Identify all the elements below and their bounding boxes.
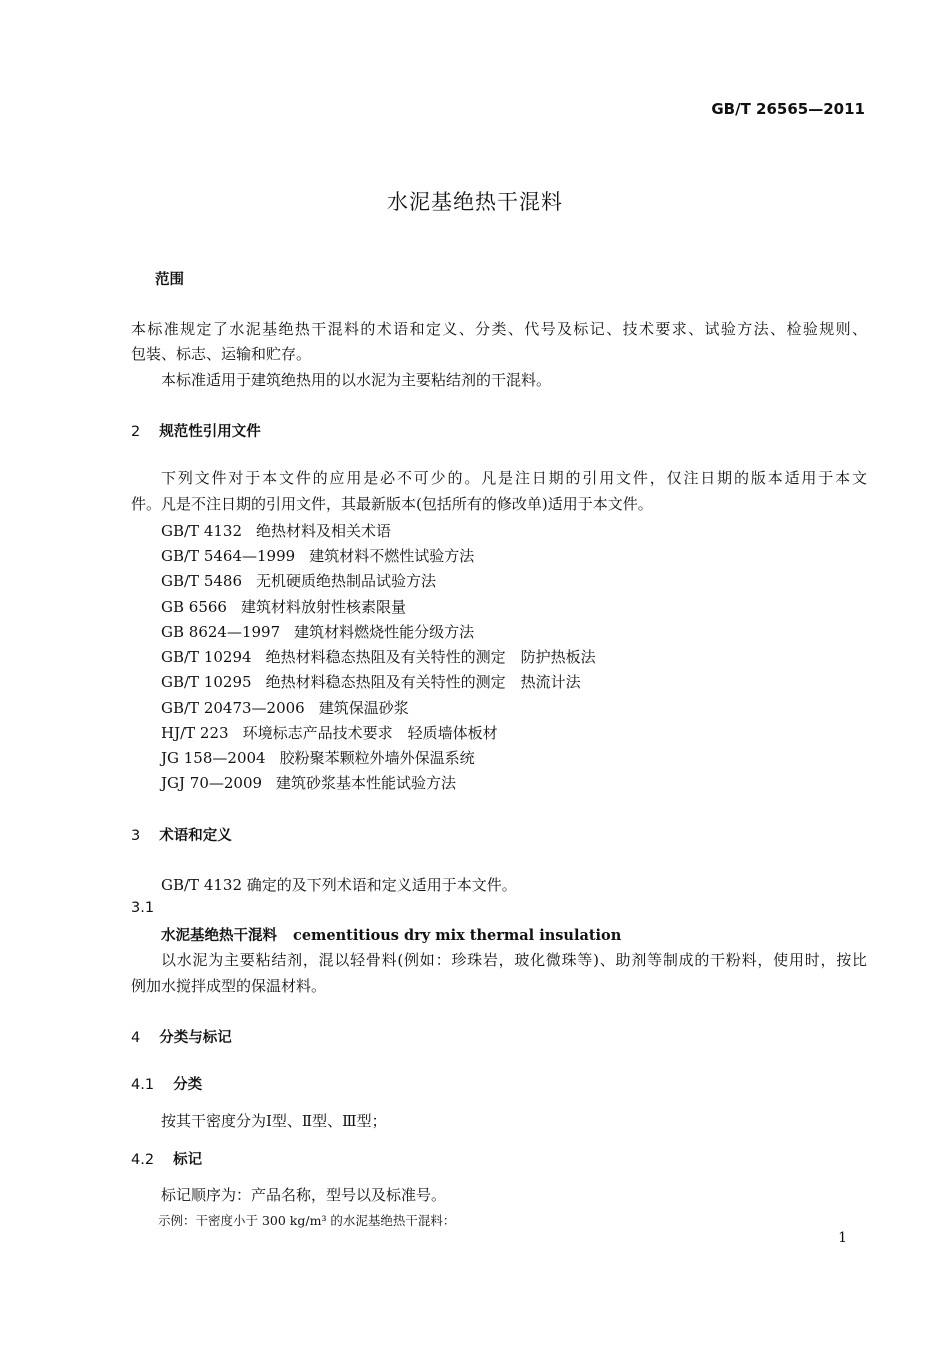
- reference-code: JGJ 70—2009: [161, 774, 263, 792]
- reference-title: 绝热材料稳态热阻及有关特性的测定 热流计法: [265, 673, 581, 691]
- subsection-4-2-text: 标记顺序为：产品名称，型号以及标准号。: [161, 1186, 447, 1204]
- section-1-heading: 范围: [155, 272, 184, 288]
- section-4-title: 分类与标记: [159, 1030, 232, 1046]
- reference-code: GB/T 5464—1999: [161, 547, 296, 565]
- reference-code: GB 6566: [161, 598, 227, 616]
- reference-item: [161, 646, 596, 667]
- section-2-intro-line-2: 件。凡是不注日期的引用文件，其最新版本(包括所有的修改单)适用于本文件。: [131, 495, 653, 513]
- subsection-4-1-heading: [131, 1073, 202, 1094]
- section-1-paragraph-1-line-1: 本标准规定了水泥基绝热干混料的术语和定义、分类、代号及标记、技术要求、试验方法、检验规则、: [131, 320, 867, 338]
- reference-item: [161, 697, 409, 718]
- subsection-4-1-title: 分类: [173, 1077, 203, 1093]
- reference-title: 建筑砂浆基本性能试验方法: [276, 774, 457, 792]
- reference-item: [161, 520, 391, 541]
- reference-code: GB/T 4132: [161, 522, 243, 540]
- reference-item: [161, 772, 456, 793]
- section-2-title: 规范性引用文件: [159, 424, 261, 440]
- reference-code: HJ/T 223: [161, 724, 229, 742]
- reference-title: 建筑材料不燃性试验方法: [309, 547, 475, 565]
- reference-title: 胶粉聚苯颗粒外墙外保温系统: [279, 749, 475, 767]
- section-1-paragraph-2: 本标准适用于建筑绝热用的以水泥为主要粘结剂的干混料。: [161, 371, 552, 389]
- subsection-4-2-number: 4.2: [131, 1152, 155, 1168]
- reference-code: JG 158—2004: [161, 749, 266, 767]
- term-definition-line-2: 例加水搅拌成型的保温材料。: [131, 977, 327, 995]
- section-2-number: 2: [131, 424, 141, 440]
- subsection-4-2-heading: [131, 1148, 202, 1169]
- section-3-number: 3: [131, 828, 141, 844]
- section-2-intro-line-1: 下列文件对于本文件的应用是必不可少的。凡是注日期的引用文件，仅注日期的版本适用于本文: [161, 469, 867, 487]
- reference-code: GB/T 5486: [161, 572, 243, 590]
- section-4-number: 4: [131, 1030, 141, 1046]
- reference-code: GB/T 10295: [161, 673, 252, 691]
- reference-item: [161, 722, 498, 743]
- reference-code: GB/T 10294: [161, 648, 252, 666]
- example-note: 示例：干密度小于 300 kg/m³ 的水泥基绝热干混料：: [158, 1213, 456, 1228]
- reference-code: GB/T 20473—2006: [161, 699, 305, 717]
- subsection-4-1-text: 按其干密度分为Ⅰ型、Ⅱ型、Ⅲ型；: [161, 1112, 387, 1130]
- section-4-heading: [131, 1026, 232, 1047]
- reference-title: 绝热材料及相关术语: [256, 522, 392, 540]
- standard-number-header: GB/T 26565—2011: [711, 100, 865, 118]
- section-3-title: 术语和定义: [159, 828, 232, 844]
- reference-title: 绝热材料稳态热阻及有关特性的测定 防护热板法: [265, 648, 596, 666]
- term-definition-line-1: 以水泥为主要粘结剂，混以轻骨料(例如：珍珠岩，玻化微珠等)、助剂等制成的干粉料，使用时，按比: [161, 951, 867, 969]
- term-entry: [161, 924, 621, 945]
- page-number: 1: [838, 1230, 847, 1246]
- subsection-4-1-number: 4.1: [131, 1077, 155, 1093]
- term-english: cementitious dry mix thermal insulation: [293, 927, 622, 944]
- reference-item: [161, 621, 474, 642]
- reference-item: [161, 671, 581, 692]
- reference-item: [161, 570, 436, 591]
- document-title: 水泥基绝热干混料: [387, 190, 563, 214]
- reference-title: 建筑材料放射性核素限量: [240, 598, 406, 616]
- subsection-4-2-title: 标记: [173, 1152, 203, 1168]
- section-2-heading: [131, 420, 261, 441]
- reference-title: 建筑材料燃烧性能分级方法: [294, 623, 475, 641]
- reference-title: 环境标志产品技术要求 轻质墙体板材: [242, 724, 498, 742]
- section-1-paragraph-1-line-2: 包装、标志、运输和贮存。: [131, 345, 312, 363]
- reference-item: [161, 545, 474, 566]
- reference-title: 无机硬质绝热制品试验方法: [256, 572, 437, 590]
- reference-item: [161, 747, 475, 768]
- reference-item: [161, 596, 406, 617]
- section-3-heading: [131, 824, 232, 845]
- term-chinese: 水泥基绝热干混料: [161, 928, 277, 944]
- reference-title: 建筑保温砂浆: [318, 699, 409, 717]
- subsection-3-1-number: 3.1: [131, 900, 155, 916]
- section-3-intro: GB/T 4132 确定的及下列术语和定义适用于本文件。: [161, 876, 517, 894]
- reference-code: GB 8624—1997: [161, 623, 281, 641]
